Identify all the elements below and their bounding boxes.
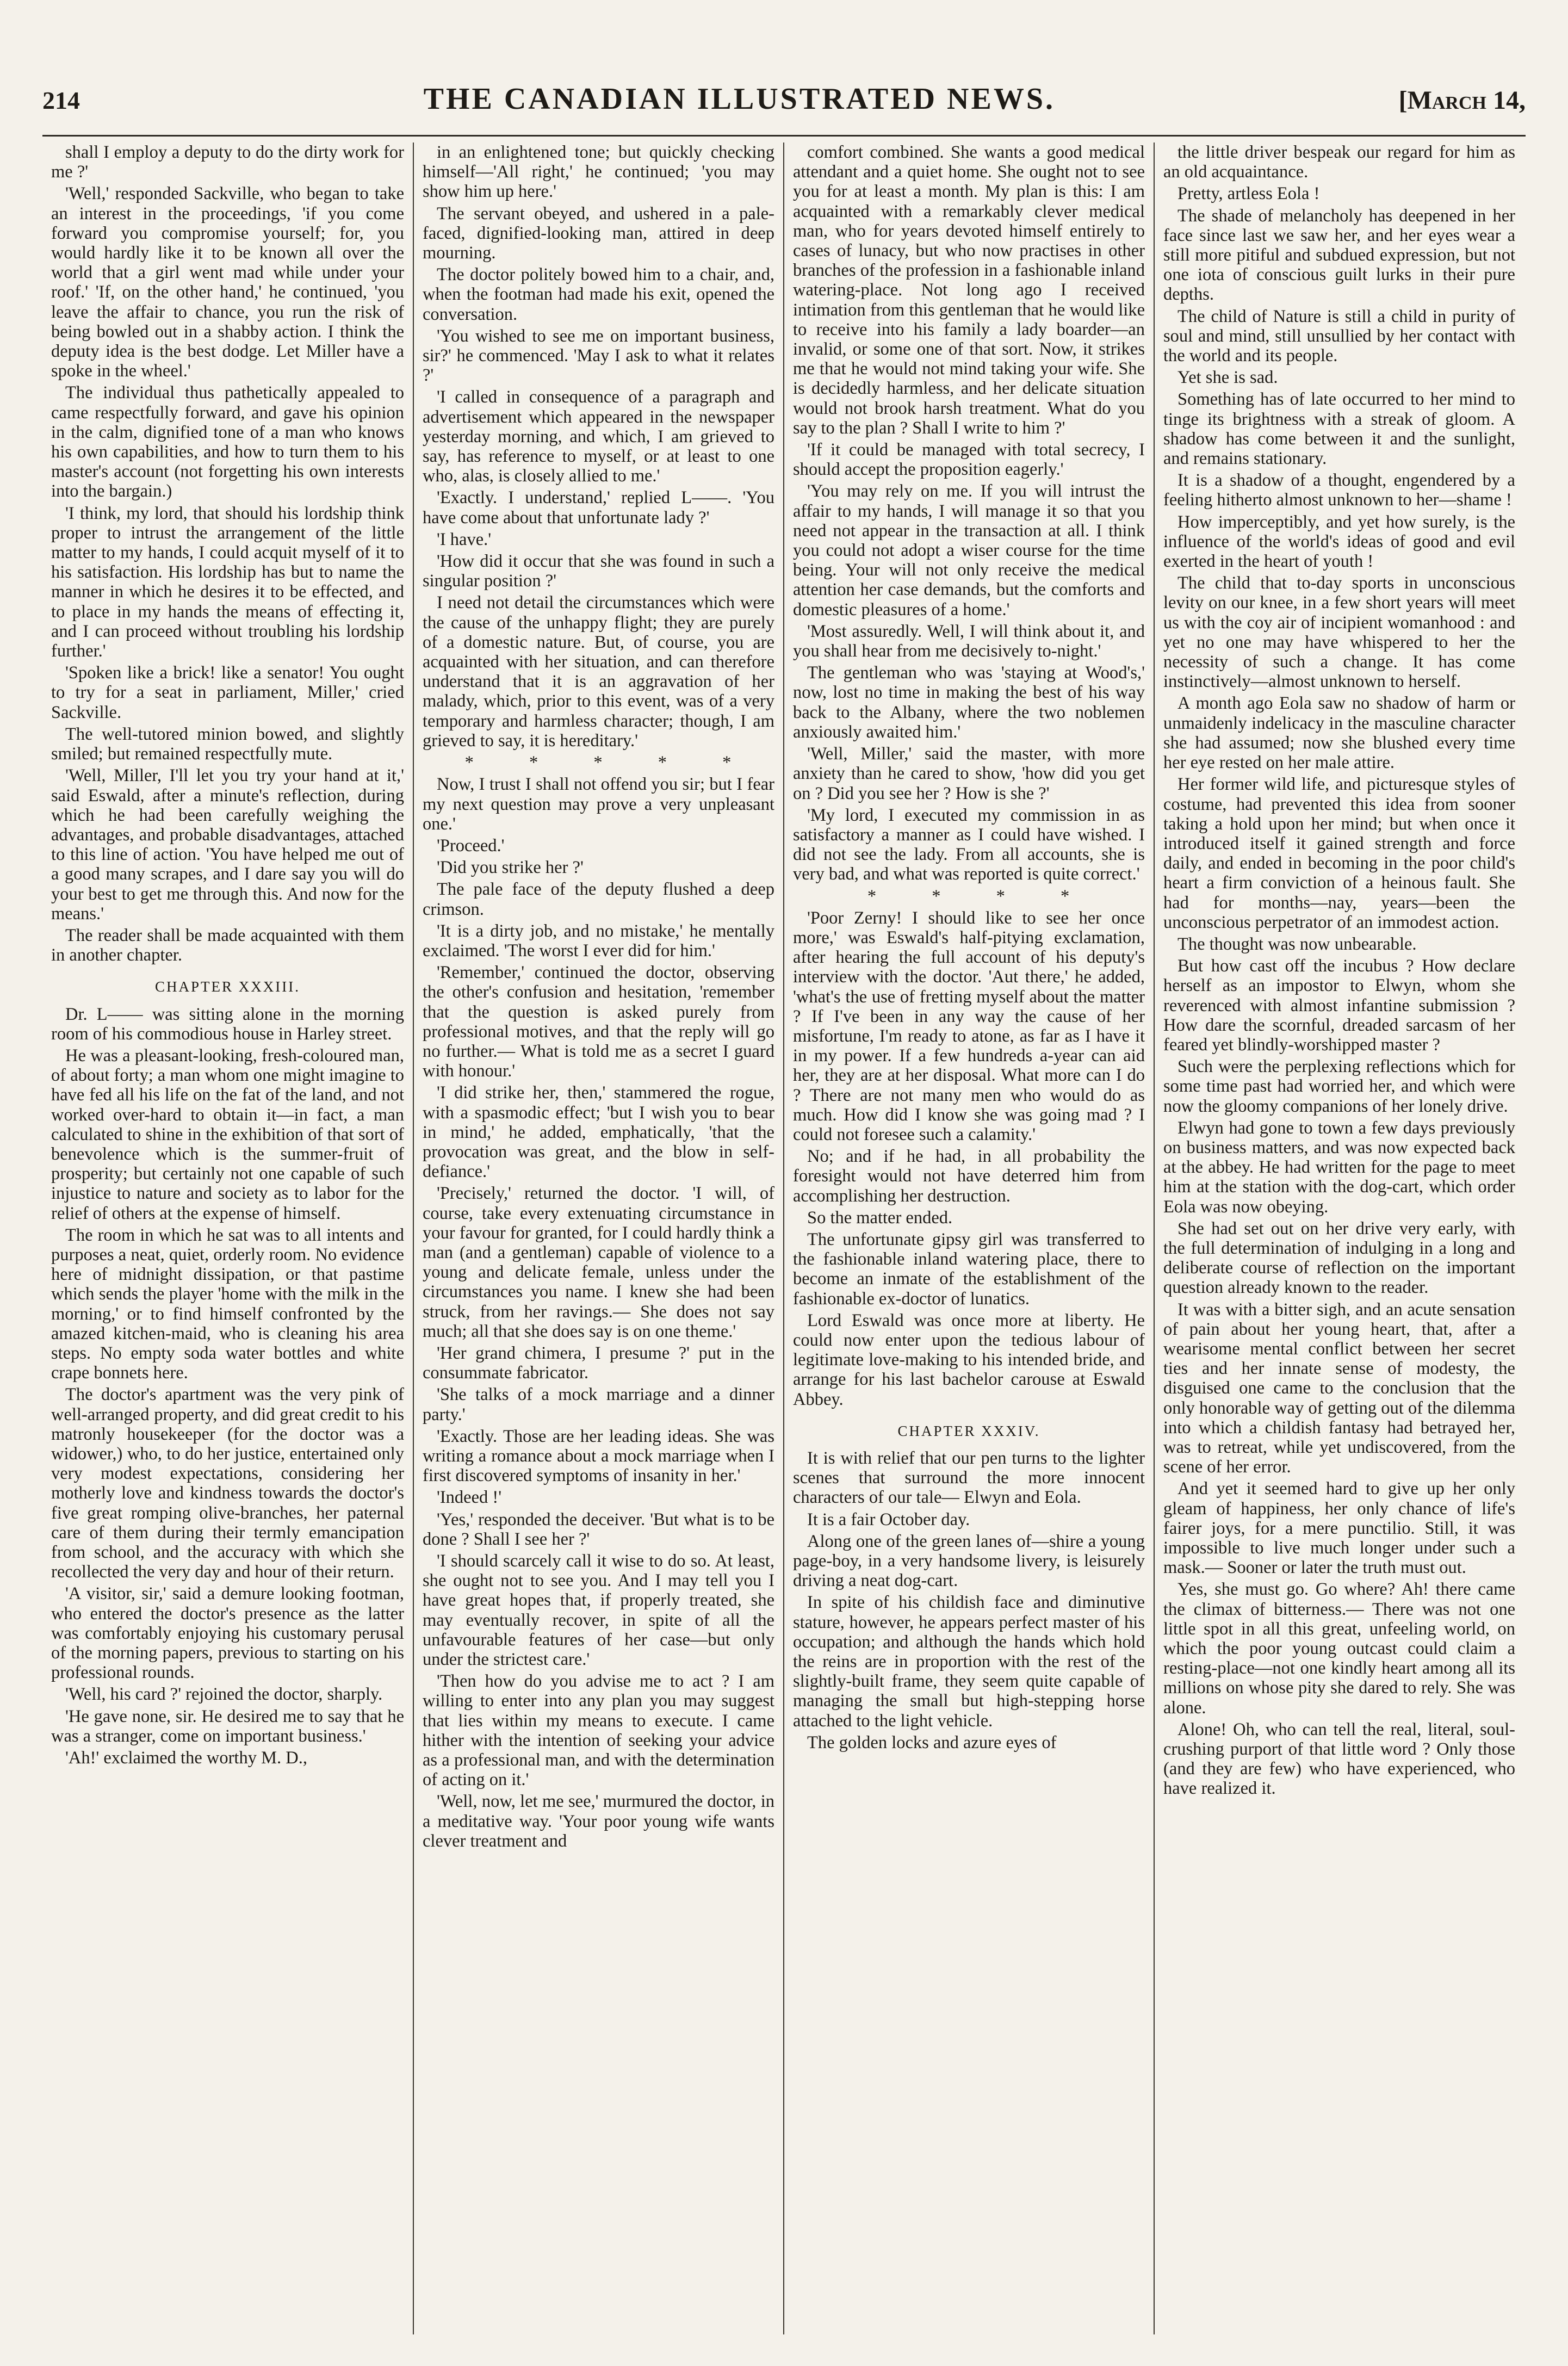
paragraph: The child that to-day sports in unconscious levity on our knee, in a few short years will meet us with the coy air of incipient womanhood : and yet no one may have whispered to her the necessity of such a change. It has come instinctively—almost unknown to herself. [1163, 573, 1515, 692]
paragraph: 'How did it occur that she was found in such a singular position ?' [423, 552, 774, 591]
column-2 [413, 143, 783, 2334]
paragraph: 'Yes,' responded the deceiver. 'But what is to be done ? Shall I see her ?' [423, 1509, 774, 1549]
paragraph: The unfortunate gipsy girl was transferred to the fashionable inland watering place, there to become an inmate of the establishment of the fashionable ex-doctor of lunatics. [793, 1229, 1145, 1309]
paragraph: Alone! Oh, who can tell the real, literal, soul-crushing purport of that little word ? Only those (and they are few) who have experienced, who have realized it. [1163, 1719, 1515, 1799]
column-3 [783, 143, 1154, 2334]
paragraph: The child of Nature is still a child in purity of soul and mind, still unsullied by her contact with the world and its people. [1163, 306, 1515, 366]
paragraph: The thought was now unbearable. [1177, 934, 1417, 954]
paragraph: A month ago Eola saw no shadow of harm or unmaidenly indelicacy in the masculine character she had assumed; now she blushed every time her eye rested on her male attire. [1163, 693, 1515, 773]
paragraph: 'Well, now, let me see,' murmured the doctor, in a meditative way. 'Your poor young wife wants clever treatment and [423, 1792, 774, 1851]
paragraph: Yes, she must go. Go where? Ah! there came the climax of bitterness.— There was not one little spot in all this great, unfeeling world, on which the poor young outcast could claim a resting-place—not one kindly heart among all its millions on whose pity she dared to rely. She was alone. [1163, 1580, 1515, 1718]
paragraph: The individual thus pathetically appealed to came respectfully forward, and gave his opinion in the calm, dignified tone of a man who knows his own capabilities, and how to turn them to his master's account (not forgetting his own interests into the bargain.) [51, 383, 404, 501]
paragraph: 'I did strike her, then,' stammered the rogue, with a spasmodic effect; 'but I wish you to bear in mind,' he added, emphatically, 'that the provocation was great, and the blow in self-defiance.' [423, 1083, 774, 1182]
paragraph: 'It is a dirty job, and no mistake,' he mentally exclaimed. 'The worst I ever did for him.' [423, 921, 774, 961]
paragraph: 'You may rely on me. If you will intrust the affair to my hands, I will manage it so that you need not appear in the transaction at all. I think you could not adopt a wiser course for the time being. Your will not only receive the medical attention her case demands, but the comforts and domestic pleasures of a home.' [793, 481, 1145, 620]
paragraph: But how cast off the incubus ? How declare herself as an impostor to Elwyn, whom she reverenced with almost infantine submission ? How dare the scornful, dreaded sarcasm of her feared yet blindly-worshipped master ? [1163, 956, 1515, 1055]
paragraph: in an enlightened tone; but quickly checking himself—'All right,' he continued; 'you may show him up here.' [423, 143, 774, 202]
paragraph: comfort combined. She wants a good medical attendant and a quiet home. She ought not to see you for at least a month. My plan is this: I am acquainted with a remarkably clever medical man, who for years devoted himself entirely to cases of lunacy, but who now practises in other branches of the profession in a fashionable inland watering-place. Not long ago I received intimation from this gentleman that he would like to receive into his family a lady boarder—an invalid, or some one of that sort. Now, it strikes me that he would not mind taking your wife. She is decidedly harmless, and her delicate situation would not brook harsh treatment. What do you say to the plan ? Shall I write to him ?' [793, 143, 1145, 438]
paragraph: How imperceptibly, and yet how surely, is the influence of the world's ideas of good and evil exerted in the heart of youth ! [1163, 512, 1515, 572]
paragraph: 'Ah!' exclaimed the worthy M. D., [65, 1748, 307, 1768]
paragraph: Yet she is sad. [1177, 368, 1278, 388]
paragraph: 'Well, Miller, I'll let you try your hand at it,' said Eswald, after a minute's reflection, during which he had been carefully weighing the advantages, and probable disadvantages, attached to this line of action. 'You have helped me out of a good many scrapes, and I dare say you will do your best to get me through this. And now for the means.' [51, 766, 404, 924]
paragraph: Something has of late occurred to her mind to tinge its brightness with a streak of gloom. A shadow has come between it and the sunlight, and remains stationary. [1163, 389, 1515, 469]
paragraph: Lord Eswald was once more at liberty. He could now enter upon the tedious labour of legitimate love-making to his intended bride, and arrange for his last bachelor carouse at Eswald Abbey. [793, 1310, 1145, 1409]
page-number: 214 [42, 86, 80, 114]
chapter-heading: CHAPTER XXXIV. [897, 1422, 1040, 1439]
header-rule [42, 135, 1526, 137]
paragraph: The shade of melancholy has deepened in her face since last we saw her, and her eyes wear a still more pitiful and subdued expression, but not one iota of conscious guilt lurks in their pure depths. [1163, 206, 1515, 305]
paragraph: Dr. L—— was sitting alone in the morning room of his commodious house in Harley street. [51, 1004, 404, 1044]
paragraph: It is a fair October day. [807, 1509, 970, 1529]
paragraph: He was a pleasant-looking, fresh-coloured man, of about forty; a man whom one might imagine to have fed all his life on the fat of the land, and not worked over-hard to obtain it—in fact, a man calculated to shine in the exhibition of that sort of benevolence which is the summer-fruit of prosperity; but certainly not one capable of such injustice to nature and society as to labor for the relief of others at the expense of himself. [51, 1045, 404, 1223]
paragraph: 'Well,' responded Sackville, who began to take an interest in the proceedings, 'if you come forward you compromise yourself; for, you would hardly like it to be known all over the world that a girl went mad while under your roof.' 'If, on the other hand,' he continued, 'you leave the affair to chance, you run the risk of being bowled out in a shabby action. I think the deputy idea is the best dodge. Let Miller have a spoke in the wheel.' [51, 184, 404, 381]
section-break: * * * * [867, 886, 1071, 906]
paragraph: the little driver bespeak our regard for him as an old acquaintance. [1163, 143, 1515, 182]
paragraph: It is a shadow of a thought, engendered by a feeling hitherto almost unknown to her—shame ! [1163, 470, 1515, 510]
paragraph: So the matter ended. [807, 1207, 953, 1228]
paragraph: The well-tutored minion bowed, and slightly smiled; but remained respectfully mute. [51, 724, 404, 764]
paragraph: Elwyn had gone to town a few days previously on business matters, and was now expected back at the abbey. He had written for the page to meet him at the station with the dog-cart, which order Eola was now obeying. [1163, 1118, 1515, 1217]
paragraph: 'Proceed.' [437, 835, 505, 856]
paragraph: 'If it could be managed with total secrecy, I should accept the proposition eagerly.' [793, 440, 1145, 480]
paragraph: The doctor politely bowed him to a chair, and, when the footman had made his exit, opened the conversation. [423, 265, 774, 324]
paragraph: 'Poor Zerny! I should like to see her once more,' was Eswald's half-pitying exclamation, after hearing the full account of his deputy's interview with the doctor. 'Aut there,' he added, 'what's the use of fretting myself about the matter ? If I've been in any way the cause of her misfortune, I'm ready to atone, as far as I have it in my power. If a few hundreds a-year can aid her, they are at her disposal. What more can I do ? There are not many men who would do as much. How did I know she was going mad ? I could not foresee such a calamity.' [793, 908, 1145, 1144]
paragraph: 'Exactly. Those are her leading ideas. She was writing a romance about a mock marriage when I first discovered symptoms of insanity in her.' [423, 1426, 774, 1486]
paragraph: shall I employ a deputy to do the dirty work for me ?' [51, 143, 404, 182]
paragraph: The gentleman who was 'staying at Wood's,' now, lost no time in making the best of his way back to the Albany, where the two noblemen anxiously awaited him.' [793, 663, 1145, 742]
paragraph: 'He gave none, sir. He desired me to say that he was a stranger, come on important business.' [51, 1706, 404, 1746]
paragraph: 'Did you strike her ?' [437, 858, 584, 878]
paragraph: The golden locks and azure eyes of [807, 1732, 1057, 1752]
paragraph: Pretty, artless Eola ! [1177, 184, 1320, 204]
paragraph: 'I have.' [437, 529, 492, 549]
paragraph: 'Spoken like a brick! like a senator! You ought to try for a seat in parliament, Miller,' cried Sackville. [51, 663, 404, 722]
paragraph: 'Then how do you advise me to act ? I am willing to enter into any plan you may suggest that lies within my means to execute. I came hither with the intention of seeking your advice as a professional man, and with the determination of acting on it.' [423, 1671, 774, 1790]
paragraph: 'Well, his card ?' rejoined the doctor, sharply. [65, 1684, 383, 1705]
paragraph: I need not detail the circumstances which were the cause of the unhappy flight; they are purely of a domestic nature. But, of course, you are acquainted with her situation, and can therefore understand that it is an aggravation of her malady, which, prior to this event, was of a very temporary and harmless character; though, I am grieved to say, it is hereditary.' [423, 593, 774, 751]
paragraph: 'Remember,' continued the doctor, observing the other's confusion and hesitation, 'remember that the question is asked purely from professional motives, and that the reply will go no further.— What is told me as a secret I guard with honour.' [423, 963, 774, 1081]
paragraph: Along one of the green lanes of—shire a young page-boy, in a very handsome livery, is leisurely driving a neat dog-cart. [793, 1531, 1145, 1591]
paragraph: 'You wished to see me on important business, sir?' he commenced. 'May I ask to what it relates ?' [423, 326, 774, 386]
issue-date: [March 14, [1398, 86, 1526, 115]
paragraph: 'Well, Miller,' said the master, with more anxiety than he cared to show, 'how did you get on ? Did you see her ? How is she ?' [793, 744, 1145, 803]
column-1 [42, 143, 413, 2334]
paragraph: The reader shall be made acquainted with them in another chapter. [51, 925, 404, 965]
paragraph: 'She talks of a mock marriage and a dinner party.' [423, 1385, 774, 1424]
journal-title: THE CANADIAN ILLUSTRATED NEWS. [423, 82, 1055, 116]
paragraph: The servant obeyed, and ushered in a pale-faced, dignified-looking man, attired in deep mourning. [423, 203, 774, 263]
paragraph: Her former wild life, and picturesque styles of costume, had prevented this idea from sooner taking a hold upon her mind; but when once it introduced itself it gained strength and force daily, and ended in becoming in the poor child's heart a firm conviction of a heinous fault. She had for months—nay, years—been the unconscious perpetrator of an immodest action. [1163, 775, 1515, 932]
paragraph: 'I called in consequence of a paragraph and advertisement which appeared in the newspaper yesterday morning, and which, I am grieved to say, has reference to myself, or at least to one who, alas, is closely allied to me.' [423, 387, 774, 486]
paragraph: In spite of his childish face and diminutive stature, however, he appears perfect master of his occupation; and although the hands which hold the reins are in proportion with the rest of the slightly-built frame, they seem quite capable of managing the small but high-stepping horse attached to the light vehicle. [793, 1593, 1145, 1731]
paragraph: She had set out on her drive very early, with the full determination of indulging in a long and deliberate course of reflection on the important question already known to the reader. [1163, 1218, 1515, 1298]
paragraph: 'Her grand chimera, I presume ?' put in the consummate fabricator. [423, 1343, 774, 1383]
paragraph: The room in which he sat was to all intents and purposes a neat, quiet, orderly room. No evidence here of midnight dissipation, or that pastime which sends the player 'home with the milk in the morning,' or to find himself confronted by the amazed kitchen-maid, who is cleaning his area steps. No empty soda water bottles and white crape bonnets here. [51, 1225, 404, 1383]
paragraph: It is with relief that our pen turns to the lighter scenes that surround the more innocent characters of our tale— Elwyn and Eola. [793, 1448, 1145, 1508]
paragraph: 'Indeed !' [437, 1488, 502, 1508]
paragraph: 'Precisely,' returned the doctor. 'I will, of course, take every extenuating circumstance in your favour for granted, for I could hardly think a man (and a gentleman) capable of violence to a young and delicate female, unless under the circumstances you name. I knew she had been struck, from her ravings.— She does not say much; all that she does say is on one theme.' [423, 1184, 774, 1341]
paragraph: Now, I trust I shall not offend you sir; but I fear my next question may prove a very unpleasant one.' [423, 775, 774, 834]
paragraph: 'I should scarcely call it wise to do so. At least, she ought not to see you. And I may tell you I have great hopes that, if properly treated, she may eventually recover, in spite of all the unfavourable features of her case—but only under the strictest care.' [423, 1551, 774, 1670]
paragraph: It was with a bitter sigh, and an acute sensation of pain about her young heart, that, after a wearisome mental conflict between her secret ties and her innate sense of modesty, the disguised one came to the conclusion that the only honorable way of getting out of the dilemma into which a childish fantasy had betrayed her, was to retreat, while yet undiscovered, from the scene of her error. [1163, 1299, 1515, 1477]
paragraph: Such were the perplexing reflections which for some time past had worried her, and which were now the gloomy companions of her lonely drive. [1163, 1057, 1515, 1116]
paragraph: The doctor's apartment was the very pink of well-arranged property, and did great credit to his matronly housekeeper (for the doctor was a widower,) who, to do her justice, entertained only very modest expectations, considering her motherly love and kindness towards the doctor's five great romping olive-branches, her paternal care of them during their termly emancipation from school, and the accuracy with which she recollected the very day and hour of their return. [51, 1385, 404, 1582]
masthead [42, 82, 1526, 136]
article-columns [42, 143, 1526, 2334]
paragraph: 'A visitor, sir,' said a demure looking footman, who entered the doctor's presence as the latter was comfortably enjoying his customary perusal of the morning papers, previous to starting on his professional rounds. [51, 1584, 404, 1683]
section-break: * * * * * [464, 753, 733, 773]
paragraph: The pale face of the deputy flushed a deep crimson. [423, 879, 774, 919]
paragraph: No; and if he had, in all probability the foresight would not have deterred him from accomplishing her destruction. [793, 1147, 1145, 1206]
paragraph: 'Most assuredly. Well, I will think about it, and you shall hear from me decisively to-night.' [793, 621, 1145, 661]
column-4 [1154, 143, 1524, 2334]
paragraph: 'I think, my lord, that should his lordship think proper to intrust the arrangement of the little matter to my hands, I could acquit myself of it to his satisfaction. His lordship has but to name the manner in which he desires it to be effected, and to place in my hands the means of effecting it, and I can proceed without troubling his lordship further.' [51, 503, 404, 661]
paragraph: 'Exactly. I understand,' replied L——. 'You have come about that unfortunate lady ?' [423, 488, 774, 528]
chapter-heading: CHAPTER XXXIII. [155, 978, 300, 995]
paragraph: And yet it seemed hard to give up her only gleam of happiness, her only chance of life's fairer joys, for a mere punctilio. Still, it was impossible to live much longer under such a mask.— Sooner or later the truth must out. [1163, 1479, 1515, 1578]
paragraph: 'My lord, I executed my commission in as satisfactory a manner as I could have wished. I did not see the lady. From all accounts, she is very bad, and what was reported is quite correct.' [793, 805, 1145, 884]
